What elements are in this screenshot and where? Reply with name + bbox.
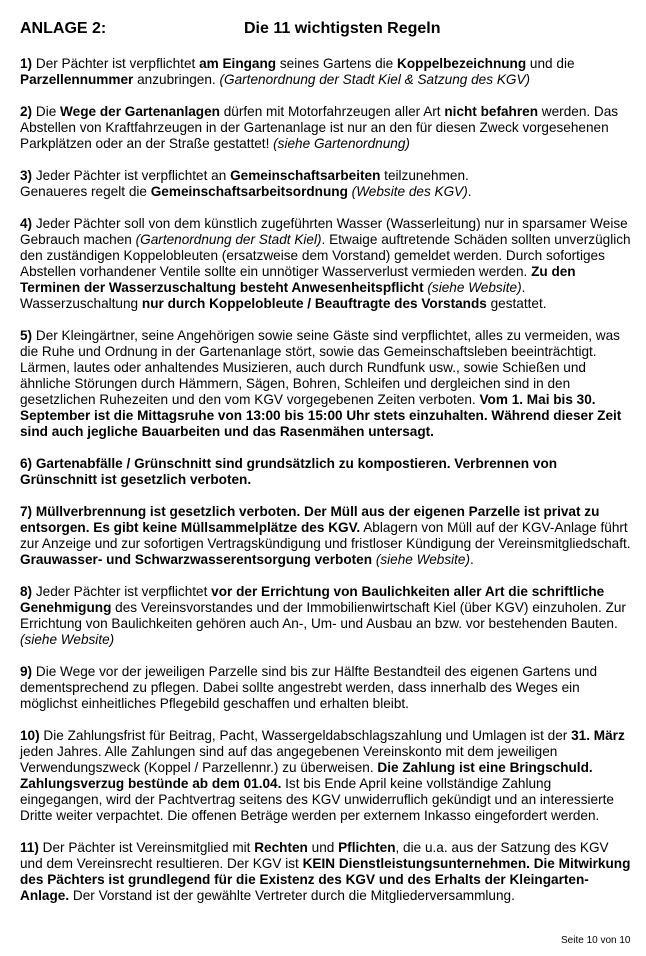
text-run: Der Vorstand ist der gewählte Vertreter durch die Mitgliederversammlung. — [69, 888, 515, 903]
text-run: Die Zahlungsfrist für Beitrag, Pacht, Wassergeldabschlagszahlung und Umlagen ist der — [39, 728, 572, 743]
rule-paragraph — [20, 456, 634, 488]
rule-paragraph — [20, 104, 634, 152]
bold-text: Wege der Gartenanlagen — [60, 104, 220, 119]
bold-text: KEIN Dienstleistungsunternehmen. Die Mitwirkung des Pächters ist grundlegend für die Existenz des KGV und des Erhalts der Kleingarten-Anlage. — [20, 856, 631, 903]
text-run: teilzunehmen. — [380, 168, 469, 183]
text-run: Genaueres regelt die — [20, 184, 151, 199]
rule-paragraph — [20, 168, 634, 200]
bold-text: nur durch Koppelobleute / Beauftragte des Vorstands — [141, 296, 487, 311]
text-run: Jeder Pächter ist verpflichtet an — [32, 168, 231, 183]
bold-text: 3) — [20, 168, 33, 183]
bold-text: Zu den Terminen der Wasserzuschaltung besteht Anwesenheitspflicht — [20, 264, 576, 295]
italic-text: (siehe Website) — [375, 552, 470, 567]
bold-text: Die Zahlung ist eine Bringschuld. Zahlungsverzug bestünde ab dem 01.04. — [20, 760, 593, 791]
page-title: Die 11 wichtigsten Regeln — [244, 20, 441, 37]
italic-text: (siehe Website) — [20, 632, 115, 647]
annex-label: ANLAGE 2: — [20, 20, 107, 37]
text-run: jeden Jahres. Alle Zahlungen sind auf das angegebenen Vereinskonto mit dem jeweiligen Verwendungszweck (Koppel / Parzellennr.) zu überweisen. — [20, 744, 558, 775]
text-run: Die — [32, 104, 61, 119]
text-run: seines Gartens die — [276, 56, 398, 71]
text-run: , die u.a. aus der Satzung des KGV und dem Vereinsrecht resultieren. Der KGV ist — [20, 840, 609, 871]
bold-text: Gemeinschaftsarbeiten — [230, 168, 381, 183]
text-run: . Wasserzuschaltung — [20, 280, 526, 311]
italic-text: (Website des KGV) — [351, 184, 468, 199]
bold-text: Pflichten — [338, 840, 396, 855]
bold-text: 31. März — [571, 728, 625, 743]
bold-text: Vom 1. Mai bis 30. September ist die Mittagsruhe von 13:00 bis 15:00 Uhr stets einzuhalten. Während dieser Zeit sind auch jegliche Bauarbeiten und das Rasenmähen untersagt. — [20, 392, 622, 439]
rule-paragraph — [20, 840, 634, 904]
bold-text: am Eingang — [199, 56, 277, 71]
italic-text: (Gartenordnung der Stadt Kiel & Satzung des KGV) — [219, 72, 531, 87]
italic-text: (Gartenordnung der Stadt Kiel) — [135, 232, 322, 247]
italic-text: (siehe Website) — [427, 280, 522, 295]
rule-paragraph — [20, 664, 634, 712]
page-header — [20, 20, 630, 42]
bold-text: 4) — [20, 216, 33, 231]
bold-text: 7) Müllverbrennung ist gesetzlich verboten. Der Müll aus der eigenen Parzelle ist privat zu entsorgen. Es gibt keine Müllsammelplätze des KGV. — [20, 504, 600, 535]
rule-paragraph — [20, 584, 634, 648]
page-number: Seite 10 von 10 — [561, 935, 631, 946]
text-run: Der Kleingärtner, seine Angehörigen sowie seine Gäste sind verpflichtet, alles zu vermeiden, was die Ruhe und Ordnung in der Gartenanlage stört, sowie das Gemeinschaftsleben beeinträchtigt. Lärmen, lautes oder anhaltendes Musizieren, auch durch Rundfunk usw., sowie Schießen und ähnliche Störungen durch Hämmern, Sägen, Bohren, Schleifen und dergleichen sind in den gesetzlichen Ruhezeiten und den vom KGV vorgegebenen Zeiten verboten. — [20, 328, 620, 407]
bold-text: Grauwasser- und Schwarzwasserentsorgung verboten — [20, 552, 373, 567]
bold-text: 10) — [20, 728, 40, 743]
bold-text: vor der Errichtung von Baulichkeiten aller Art die schriftliche Genehmigung — [20, 584, 605, 615]
rule-paragraph — [20, 328, 634, 440]
bold-text: Gemeinschaftsarbeitsordnung — [150, 184, 348, 199]
text-run: Ablagern von Müll auf der KGV-Anlage führt zur Anzeige und zur sofortigen Vertragskündigung und fristloser Kündigung der Vereinsmitgliedschaft. — [20, 520, 631, 551]
bold-text: 8) — [20, 584, 33, 599]
bold-text: Parzellennummer — [20, 72, 134, 87]
text-run: des Vereinsvorstandes und der Immobilienwirtschaft Kiel (über KGV) einzuholen. Zur Errichtung von Baulichkeiten gehören auch An-, Um- und Ausbau an bzw. vor bestehenden Bauten. — [20, 600, 626, 631]
text-run: . — [470, 552, 474, 567]
text-run: Der Pächter ist Vereinsmitglied mit — [38, 840, 255, 855]
bold-text: 2) — [20, 104, 33, 119]
rule-paragraph — [20, 56, 634, 88]
text-run: anzubringen. — [133, 72, 220, 87]
bold-text: 9) — [20, 664, 33, 679]
bold-text: 11) — [20, 840, 39, 855]
bold-text: 1) — [20, 56, 33, 71]
text-run: Der Pächter ist verpflichtet — [32, 56, 200, 71]
text-run: und — [307, 840, 339, 855]
text-run: werden. Das Abstellen von Kraftfahrzeugen in der Gartenanlage ist nur an den für diesen Zweck vorgesehenen Parkplätzen oder an der Straße gestattet! — [20, 104, 619, 151]
bold-text: 6) Gartenabfälle / Grünschnitt sind grundsätzlich zu kompostieren. Verbrennen von Grünschnitt ist gesetzlich verboten. — [20, 456, 558, 487]
text-run: dürfen mit Motorfahrzeugen aller Art — [219, 104, 445, 119]
bold-text: 5) — [20, 328, 33, 343]
bold-text: Rechten — [254, 840, 308, 855]
text-run: Jeder Pächter soll von dem künstlich zugeführten Wasser (Wasserleitung) nur in sparsamer Weise Gebrauch machen — [20, 216, 628, 247]
rule-paragraph — [20, 728, 634, 824]
text-run: und die — [526, 56, 575, 71]
text-run: Die Wege vor der jeweiligen Parzelle sind bis zur Hälfte Bestandteil des eigenen Gartens und dementsprechend zu pflegen. Dabei sollte angestrebt werden, dass innerhalb des Weges ein möglichst einheitliches Pflegebild geschaffen und erhalten bleibt. — [20, 664, 598, 711]
rules-list — [20, 56, 634, 920]
italic-text: (siehe Gartenordnung) — [273, 136, 410, 151]
bold-text: nicht befahren — [444, 104, 539, 119]
bold-text: Koppelbezeichnung — [397, 56, 527, 71]
text-run: . Etwaige auftretende Schäden sollten unverzüglich den zuständigen Koppelobleuten (ersatzweise dem Vorstand) gemeldet werden. Durch sofortiges Abstellen vorhandener Ventile sollte ein unnötiger Wasserverlust vermieden werden. — [20, 232, 631, 279]
rule-paragraph — [20, 216, 634, 312]
text-run: . — [467, 184, 472, 199]
text-run: gestattet. — [486, 296, 547, 311]
text-run: Jeder Pächter ist verpflichtet — [32, 584, 212, 599]
text-run: Ist bis Ende April keine vollständige Zahlung eingegangen, wird der Pachtvertrag seitens des KGV unwiderruflich gekündigt und an interessierte Dritte weiter verpachtet. Die offenen Beträge werden per externem Inkasso eingefordert werden. — [20, 776, 614, 823]
rule-paragraph — [20, 504, 634, 568]
